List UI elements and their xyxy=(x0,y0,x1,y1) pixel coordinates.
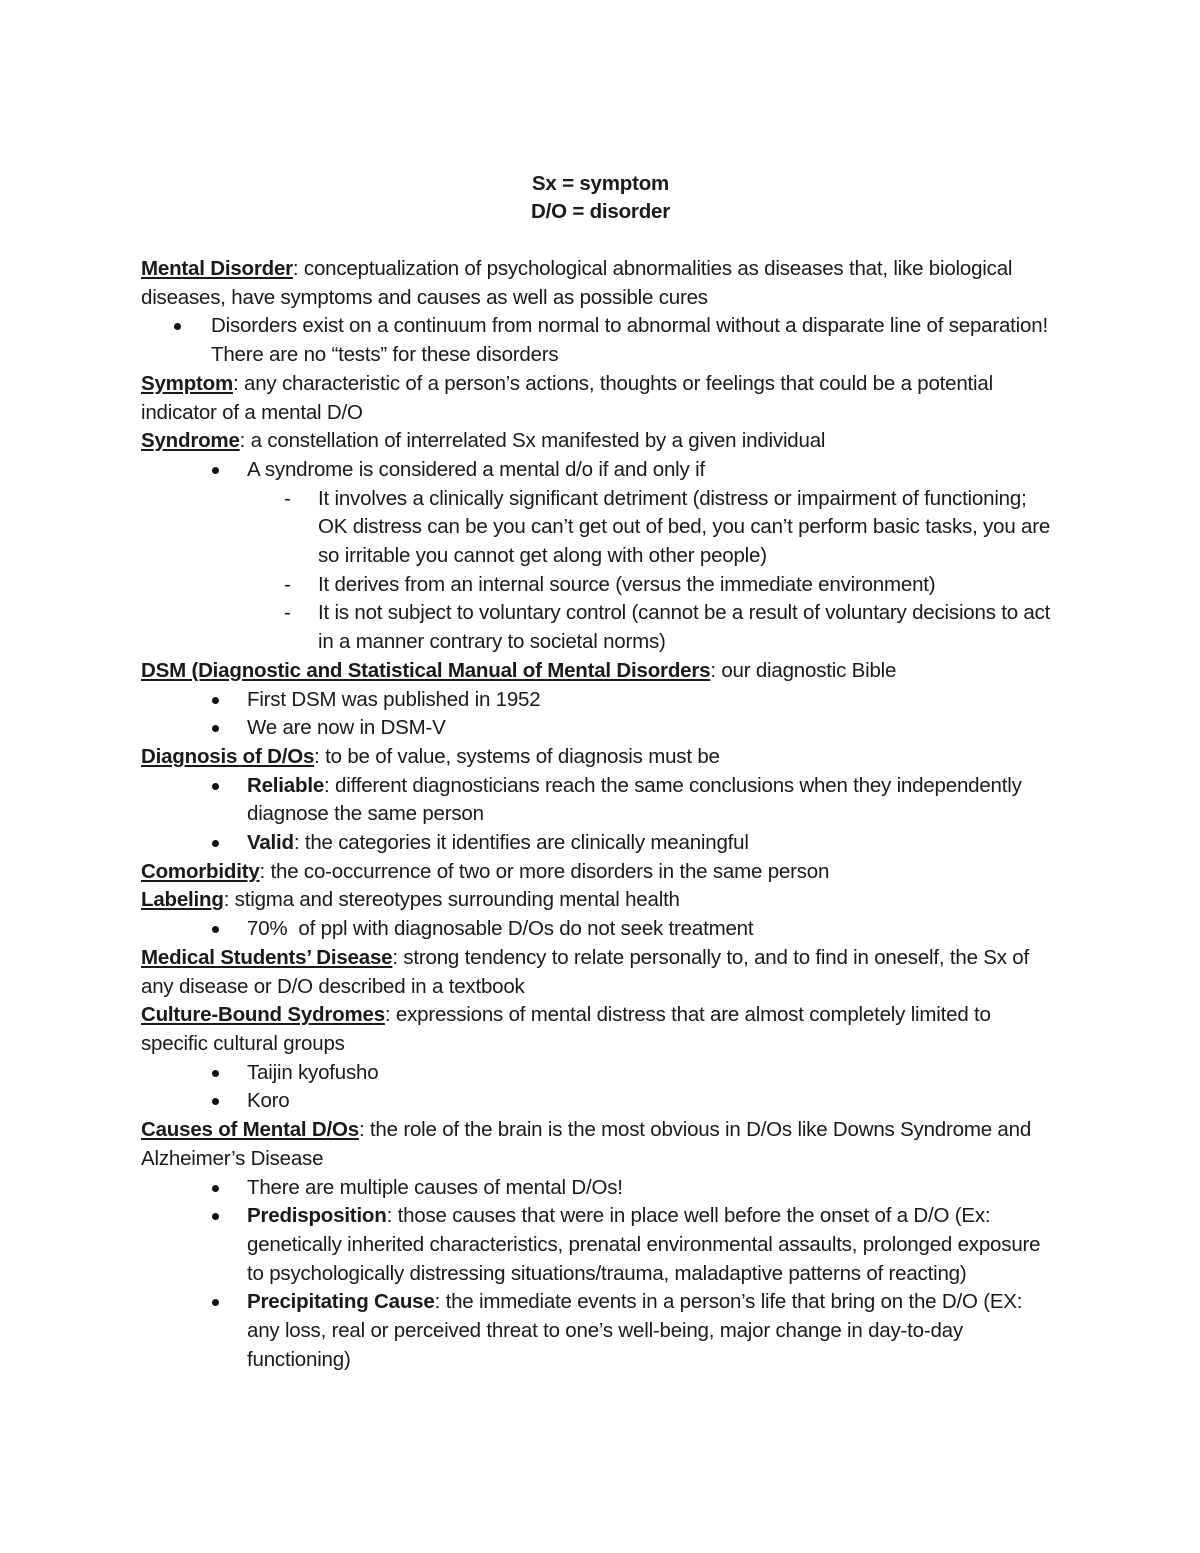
definition-mental-disorder xyxy=(141,255,1060,312)
def-dsm: : our diagnostic Bible xyxy=(710,658,897,682)
bold-label-precipitating-cause: Precipitating Cause xyxy=(247,1290,435,1314)
term-culture-bound: Culture-Bound Sydromes xyxy=(141,1003,385,1027)
bullet-list-causes xyxy=(141,1174,1060,1375)
list-item: There are multiple causes of mental D/Os! xyxy=(141,1174,1060,1203)
definition-syndrome xyxy=(141,427,1060,456)
dash-item: - It is not subject to voluntary control (cannot be a result of voluntary decisions to act in a manner contrary to societal norms) xyxy=(141,599,1060,656)
def-syndrome: : a constellation of interrelated Sx manifested by a given individual xyxy=(239,429,826,453)
dash-item: - It involves a clinically significant detriment (distress or impairment of functioning; OK distress can be you can’t get out of bed, you can’t perform basic tasks, you are so irritable you cannot get along with other people) xyxy=(141,485,1060,571)
def-causes: : the role of the brain is the most obvious in D/Os like Downs Syndrome and Alzheimer’s Disease xyxy=(141,1118,1032,1170)
definition-comorbidity xyxy=(141,858,1060,887)
header-line-do: D/O = disorder xyxy=(530,200,671,223)
list-item: Koro xyxy=(141,1087,1060,1116)
def-mental-disorder: : conceptualization of psychological abnormalities as diseases that, like biological diseases, have symptoms and causes as well as possible cures xyxy=(141,257,1013,309)
definition-diagnosis xyxy=(141,743,1060,772)
list-item xyxy=(141,456,1060,657)
list-item-text: : those causes that were in place well before the onset of a D/O (Ex: genetically inherited characteristics, prenatal environmental assaults, prolonged exposure to psychologically distressing situations/trauma, maladaptive patterns of reacting) xyxy=(247,1204,1041,1285)
definition-medical-students-disease xyxy=(141,944,1060,1001)
def-symptom: : any characteristic of a person’s actions, thoughts or feelings that could be a potential indicator of a mental D/O xyxy=(141,371,993,424)
list-item xyxy=(141,772,1060,829)
term-causes: Causes of Mental D/Os xyxy=(141,1118,359,1142)
bullet-list-syndrome xyxy=(141,456,1060,657)
term-dsm: DSM (Diagnostic and Statistical Manual of Mental Disorders xyxy=(141,658,711,682)
list-item: We are now in DSM-V xyxy=(141,714,1060,743)
term-diagnosis: Diagnosis of D/Os xyxy=(141,744,315,768)
list-item xyxy=(141,1202,1060,1288)
header-line-sx: Sx = symptom xyxy=(531,172,670,195)
def-diagnosis: : to be of value, systems of diagnosis must be xyxy=(314,744,720,768)
abbreviation-header xyxy=(141,170,1060,226)
bullet-list-diagnosis xyxy=(141,772,1060,858)
dash-list-syndrome-criteria xyxy=(247,485,1060,657)
term-medical-students-disease: Medical Students’ Disease xyxy=(141,945,393,969)
def-labeling: : stigma and stereotypes surrounding mental health xyxy=(223,888,680,912)
bold-label-reliable: Reliable xyxy=(247,773,325,797)
dash-item: - It derives from an internal source (versus the immediate environment) xyxy=(141,571,1060,600)
bullet-list-dsm xyxy=(141,686,1060,743)
list-item-text: : the immediate events in a person’s life that bring on the D/O (EX: any loss, real or perceived threat to one’s well-being, major change in day-to-day functioning) xyxy=(247,1290,1023,1371)
term-mental-disorder: Mental Disorder xyxy=(141,257,293,280)
bullet-list-culture-bound xyxy=(141,1059,1060,1116)
list-item xyxy=(141,829,1060,858)
list-item: First DSM was published in 1952 xyxy=(141,686,1060,715)
bold-label-predisposition: Predisposition xyxy=(247,1204,387,1228)
definition-culture-bound xyxy=(141,1001,1060,1058)
list-item-text: : different diagnosticians reach the same conclusions when they independently diagnose the same person xyxy=(247,773,1022,826)
bold-label-valid: Valid xyxy=(247,831,294,855)
list-item: 70% of ppl with diagnosable D/Os do not seek treatment xyxy=(141,915,1060,944)
definition-dsm xyxy=(141,657,1060,686)
list-item: Taijin kyofusho xyxy=(141,1059,1060,1088)
def-medical-students-disease: : strong tendency to relate personally to, and to find in oneself, the Sx of any disease or D/O described in a textbook xyxy=(141,945,1030,998)
list-item-text: A syndrome is considered a mental d/o if and only if xyxy=(247,457,705,481)
bullet-list-mental-disorder xyxy=(141,312,1060,369)
definition-causes xyxy=(141,1116,1060,1173)
term-symptom: Symptom xyxy=(141,371,234,395)
def-comorbidity: : the co-occurrence of two or more disorders in the same person xyxy=(259,859,830,883)
definition-labeling xyxy=(141,886,1060,915)
bullet-list-labeling xyxy=(141,915,1060,944)
term-comorbidity: Comorbidity xyxy=(141,859,260,883)
definition-symptom xyxy=(141,370,1060,427)
list-item-text: : the categories it identifies are clinically meaningful xyxy=(293,831,749,855)
list-item: Disorders exist on a continuum from normal to abnormal without a disparate line of separation! There are no “tests” for these disorders xyxy=(141,312,1060,369)
list-item xyxy=(141,1288,1060,1374)
term-labeling: Labeling xyxy=(141,888,224,912)
def-culture-bound: : expressions of mental distress that are almost completely limited to specific cultural groups xyxy=(141,1003,991,1055)
term-syndrome: Syndrome xyxy=(141,429,240,453)
